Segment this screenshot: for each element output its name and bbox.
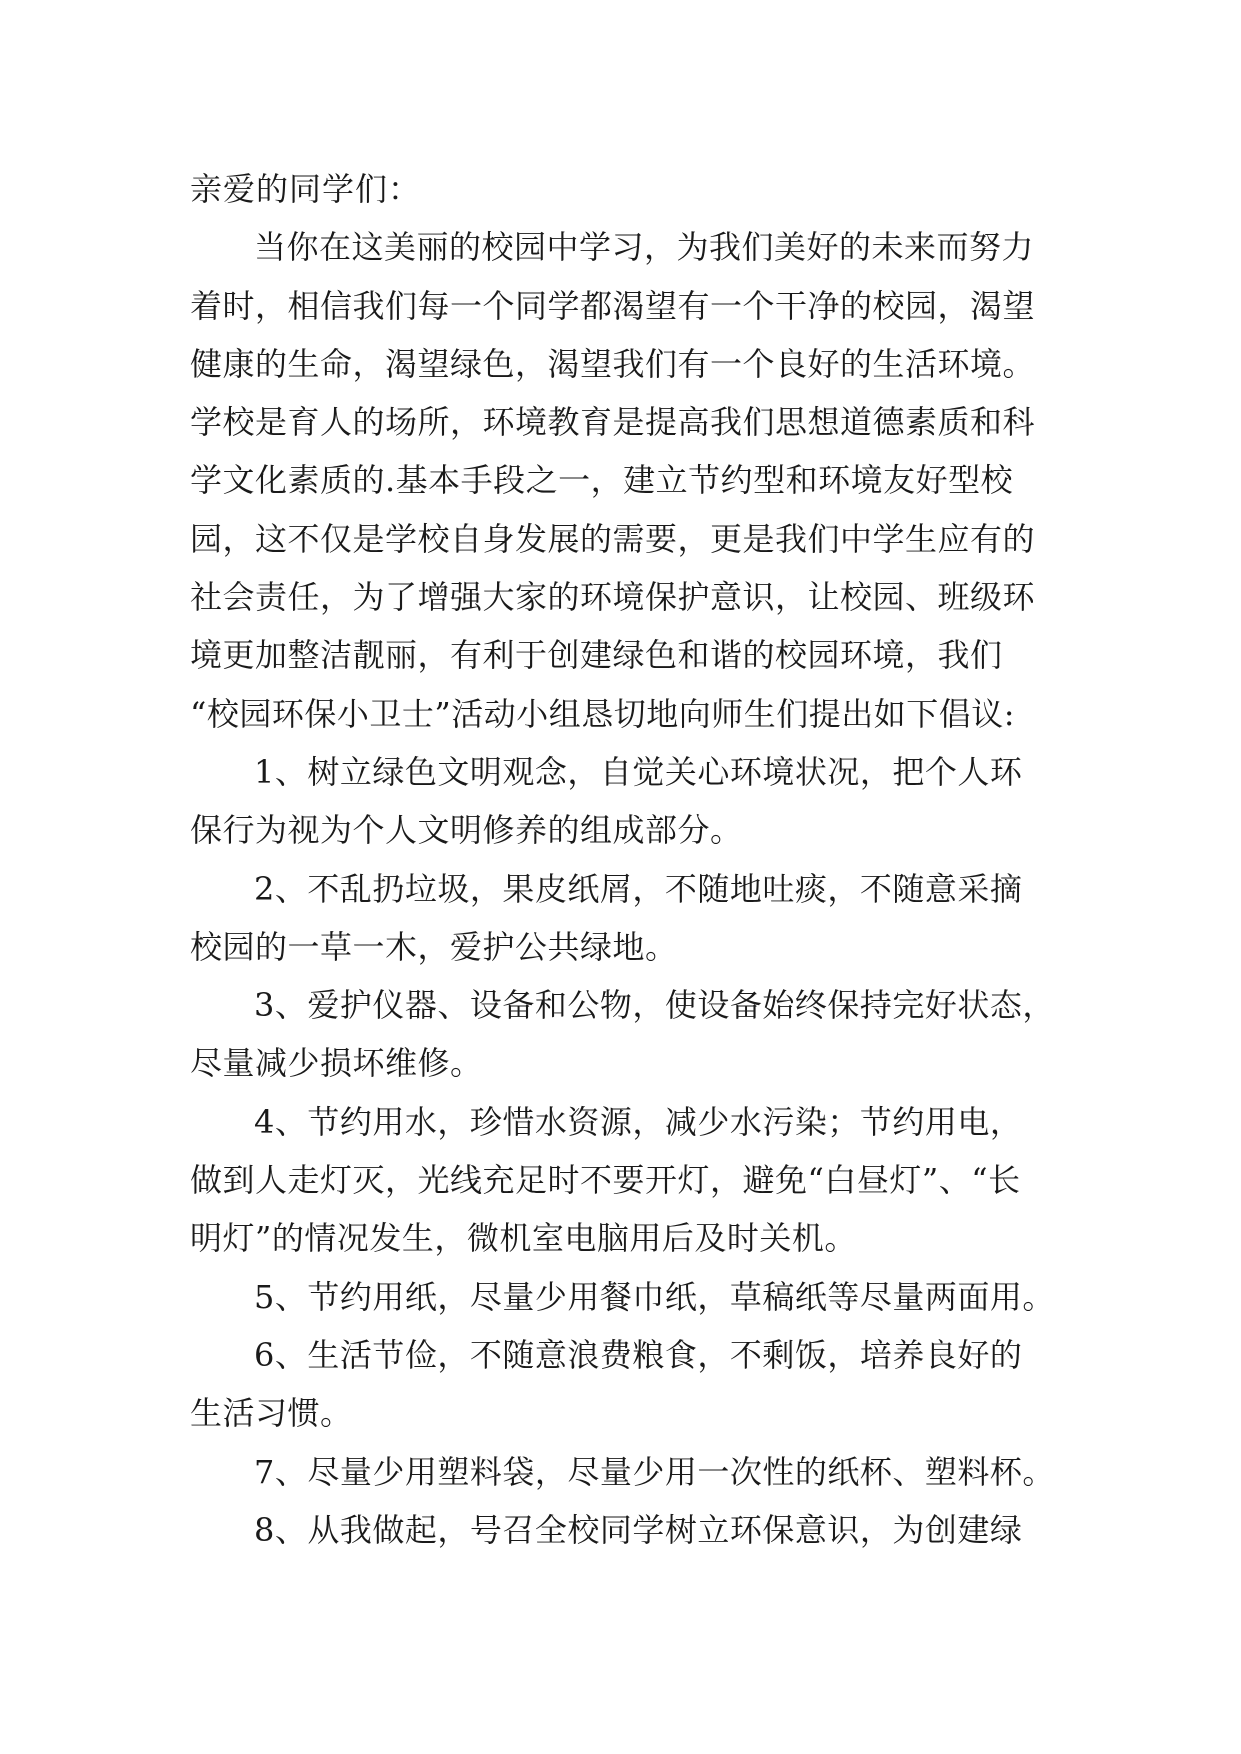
paragraph-line: 着时，相信我们每一个同学都渴望有一个干净的校园，渴望: [190, 286, 1036, 325]
paragraph-line: 当你在这美丽的校园中学习，为我们美好的未来而努力: [254, 228, 1035, 267]
list-item-line: 1、树立绿色文明观念，自觉关心环境状况，把个人环: [254, 752, 1023, 791]
salutation: 亲爱的同学们：: [190, 170, 422, 208]
list-item-line: 2、不乱扔垃圾，果皮纸屑，不随地吐痰，不随意采摘: [254, 869, 1023, 908]
paragraph-line: 健康的生命，渴望绿色，渴望我们有一个良好的生活环境。: [190, 344, 1036, 383]
list-item-line: 3、爱护仪器、设备和公物，使设备始终保持完好状态，: [254, 986, 1055, 1025]
list-item-line: 4、节约用水，珍惜水资源，减少水污染；节约用电，: [254, 1102, 1023, 1141]
paragraph-line: 园，这不仅是学校自身发展的需要，更是我们中学生应有的: [190, 519, 1036, 558]
list-item-line: 校园的一草一木，爱护公共绿地。: [190, 927, 678, 966]
paragraph-line: 境更加整洁靓丽，有利于创建绿色和谐的校园环境，我们: [190, 636, 1003, 675]
list-item-line: 5、节约用纸，尽量少用餐巾纸，草稿纸等尽量两面用。: [254, 1277, 1055, 1316]
list-item-line: 7、尽量少用塑料袋，尽量少用一次性的纸杯、塑料杯。: [254, 1452, 1055, 1491]
paragraph-line: 学校是育人的场所，环境教育是提高我们思想道德素质和科: [190, 403, 1036, 442]
paragraph-line: 学文化素质的.基本手段之一，建立节约型和环境友好型校: [190, 461, 1014, 500]
list-item-line: 8、从我做起，号召全校同学树立环保意识，为创建绿: [254, 1510, 1023, 1549]
list-item-line: 做到人走灯灭，光线充足时不要开灯，避免“白昼灯”、“长: [190, 1161, 1021, 1200]
list-item-line: 明灯”的情况发生，微机室电脑用后及时关机。: [190, 1219, 857, 1258]
list-item-line: 保行为视为个人文明修养的组成部分。: [190, 811, 743, 850]
list-item-line: 尽量减少损坏维修。: [190, 1044, 483, 1083]
paragraph-line: 社会责任，为了增强大家的环境保护意识，让校园、班级环: [190, 578, 1036, 617]
list-item-line: 6、生活节俭，不随意浪费粮食，不剩饭，培养良好的: [254, 1335, 1023, 1374]
letter-body: [190, 160, 1070, 1559]
list-item-line: 生活习惯。: [190, 1394, 353, 1433]
paragraph-line: “校园环保小卫士”活动小组恳切地向师生们提出如下倡议:: [190, 694, 1016, 733]
